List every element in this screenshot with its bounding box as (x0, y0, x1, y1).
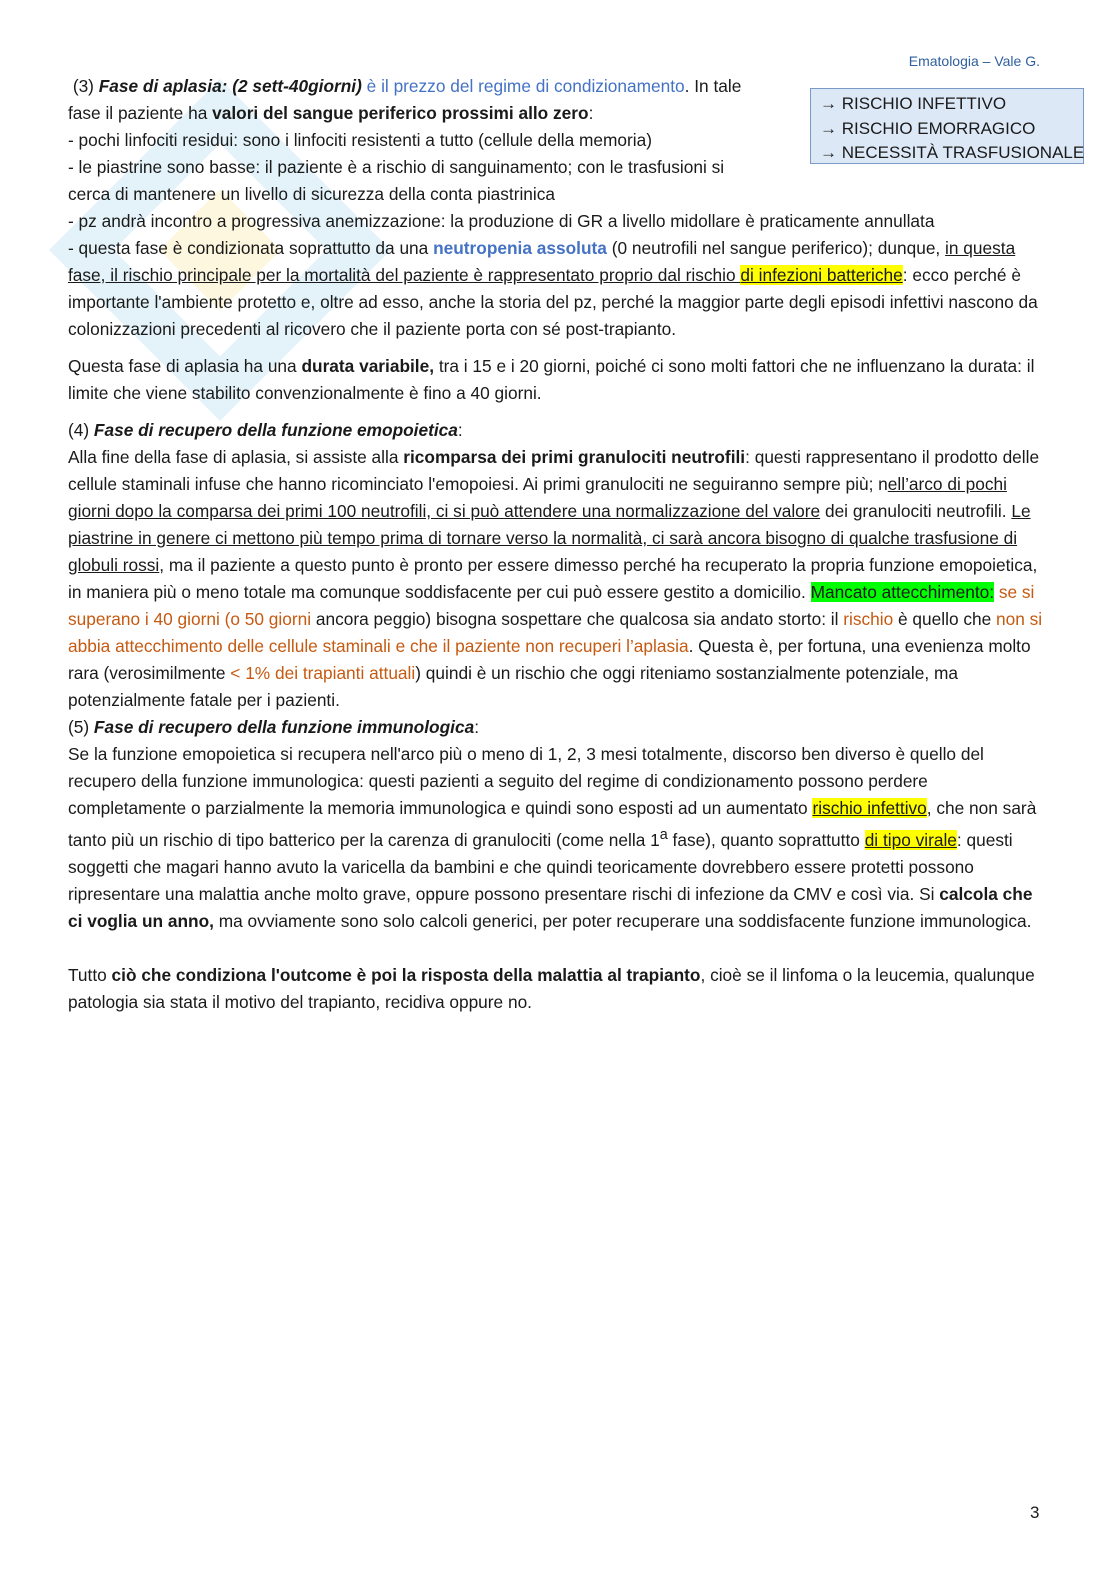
arrow-right-icon: → (820, 143, 837, 162)
section-4-heading: (4) Fase di recupero della funzione emopoietica: (68, 420, 463, 440)
callout-line: → RISCHIO EMORRAGICO (820, 118, 1036, 138)
arrow-right-icon: → (820, 94, 837, 113)
callout-line: → NECESSITÀ TRASFUSIONALE (820, 143, 1085, 162)
final-paragraph: Tutto ciò che condiziona l'outcome è poi la risposta della malattia al trapianto, cioè se il linfoma o la leucemia, qualunque patologia sia stata il motivo del trapianto, recidiva oppure no. (68, 964, 1035, 1012)
bullet-item: - pochi linfociti residui: sono i linfociti resistenti a tutto (cellule della memoria) (68, 130, 652, 150)
bullet-item-cont: cerca di mantenere un livello di sicurezza della conta piastrinica (68, 184, 556, 204)
body-text (68, 73, 1048, 1016)
page-header: Ematologia – Vale G. (908, 53, 1040, 69)
paragraph: Questa fase di aplasia ha una durata variabile, tra i 15 e i 20 giorni, poiché ci sono molti fattori che ne influenzano la durata: il limite che viene stabilito convenzionalmente è fino a 40 giorni. (68, 356, 1035, 403)
bullet-item: - pz andrà incontro a progressiva anemizzazione: la produzione di GR a livello midollare è praticamente annullata (68, 211, 935, 231)
page-number: 3 (1030, 1503, 1040, 1522)
paragraph: fase il paziente ha valori del sangue periferico prossimi allo zero: (68, 103, 594, 123)
section-3-intro: (3) Fase di aplasia: (2 sett-40giorni) è il prezzo del regime di condizionamento. In tale (72, 76, 742, 96)
callout-line: → RISCHIO INFETTIVO (820, 94, 1007, 113)
bullet-item: - questa fase è condizionata soprattutto da una neutropenia assoluta (0 neutrofili nel sangue periferico); dunque, in questa fase, il rischio principale per la mortalità del paziente è rappresentato proprio dal rischio di infezioni batteriche: ecco perché è importante l'ambiente protetto e, oltre ad esso, anche la storia del pz, perché la maggior parte degli episodi infettivi nascono da colonizzazioni precedenti al ricovero che il paziente porta con sé post-trapianto. (68, 238, 1038, 339)
paragraph: Alla fine della fase di aplasia, si assiste alla ricomparsa dei primi granulociti neutrofili: questi rappresentano il prodotto delle cellule staminali infuse che hanno ricominciato l'emopoiesi. Ai primi granulociti ne seguiranno sempre più; nell’arco di pochi giorni dopo la comparsa dei primi 100 neutrofili, ci si può attendere una normalizzazione del valore dei granulociti neutrofili. Le piastrine in genere ci mettono più tempo prima di tornare verso la normalità, ci sarà ancora bisogno di qualche trasfusione di globuli rossi, ma il paziente a questo punto è pronto per essere dimesso perché ha recuperato la propria funzione emopoietica, in maniera più o meno totale ma comunque soddisfacente per cui può essere gestito a domicilio. Mancato attecchimento: se si superano i 40 giorni (o 50 giorni ancora peggio) bisogna sospettare che qualcosa sia andato storto: il rischio è quello che non si abbia attecchimento delle cellule staminali e che il paziente non recuperi l’aplasia. Questa è, per fortuna, una evenienza molto rara (verosimilmente < 1% dei trapianti attuali) quindi è un rischio che oggi riteniamo sostanzialmente potenziale, ma potenzialmente fatale per i pazienti. (68, 447, 1043, 710)
section-5-heading: (5) Fase di recupero della funzione immunologica: (68, 717, 479, 737)
paragraph: Se la funzione emopoietica si recupera nell'arco più o meno di 1, 2, 3 mesi totalmente, discorso ben diverso è quello del recupero della funzione immunologica: questi pazienti a seguito del regime di condizionamento possono perdere completamente o parzialmente la memoria immunologica e quindi sono esposti ad un aumentato rischio infettivo, che non sarà tanto più un rischio di tipo batterico per la carenza di granulociti (come nella 1$^a$ fase), quanto soprattutto di tipo virale: questi soggetti che magari hanno avuto la varicella da bambini e che quindi teoricamente dovrebbero essere protetti possono ripresentare una malattia anche molto grave, oppure possono presentare rischi di infezione da CMV e così via. Si calcola che ci voglia un anno, ma ovviamente sono solo calcoli generici, per poter recuperare una soddisfacente funzione immunologica. (68, 744, 1037, 931)
arrow-right-icon: → (820, 118, 837, 138)
bullet-item: - le piastrine sono basse: il paziente è a rischio di sanguinamento; con le trasfusioni si (68, 157, 725, 177)
section-3-title: Fase di aplasia: (2 sett-40giorni) (98, 76, 362, 96)
